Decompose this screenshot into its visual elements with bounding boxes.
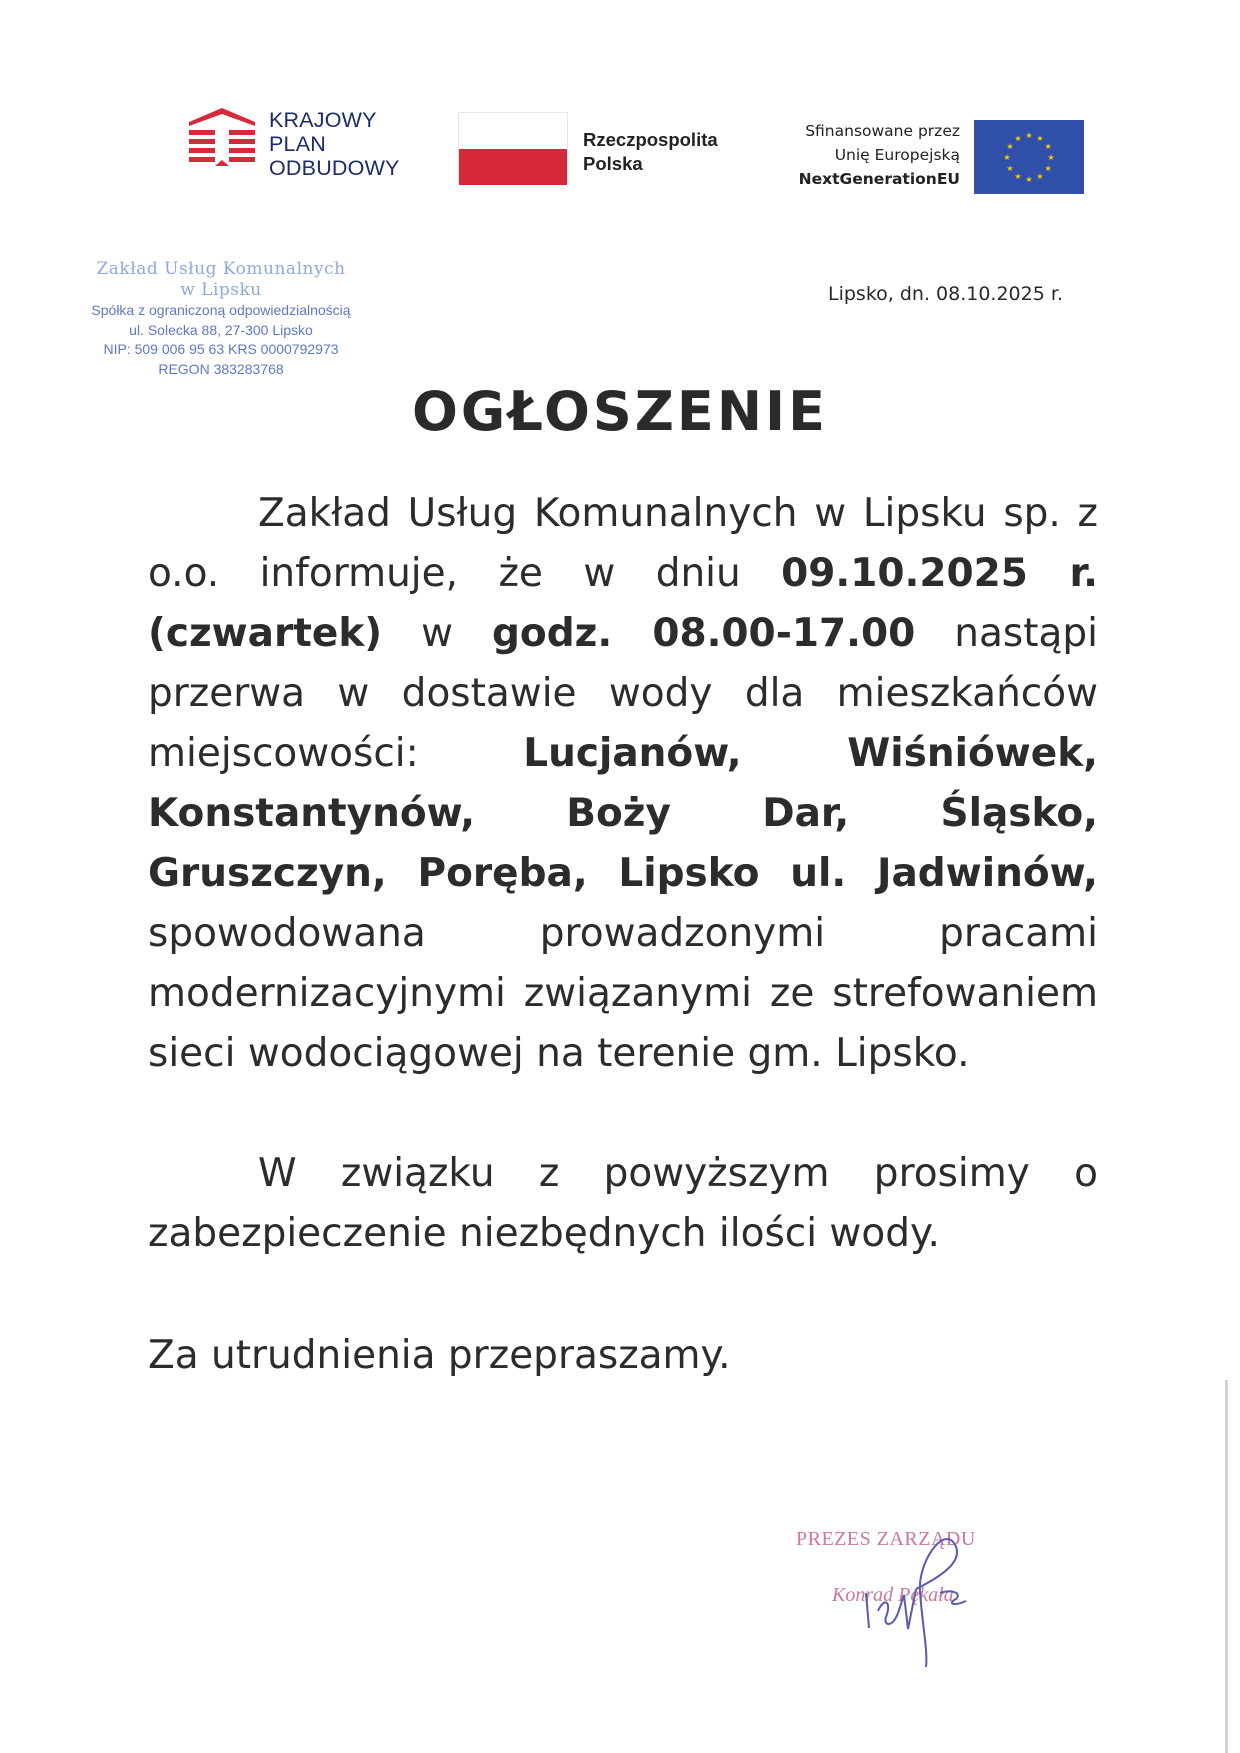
eu-star-icon: ★	[1036, 133, 1044, 143]
eu-star-icon: ★	[1006, 142, 1014, 151]
eu-star-icon: ★	[1044, 164, 1052, 173]
eu-star-icon: ★	[1025, 175, 1033, 184]
flag-white-stripe	[459, 113, 567, 149]
outage-hours: godz. 08.00-17.00	[492, 611, 916, 656]
eu-star-icon: ★	[1047, 153, 1055, 162]
eu-star-icon: ★	[1036, 172, 1044, 182]
scan-edge	[1225, 1380, 1228, 1753]
paragraph-apology: Za utrudnienia przepraszamy.	[148, 1333, 731, 1378]
document-date: Lipsko, dn. 08.10.2025 r.	[828, 283, 1063, 305]
stamp-detail-line: ul. Solecka 88, 27-300 Lipsko	[129, 321, 313, 338]
eu-star-icon: ★	[1044, 142, 1052, 151]
kpo-emblem-icon	[187, 108, 257, 168]
poland-logo-text	[583, 128, 718, 176]
eu-star-icon: ★	[1014, 133, 1022, 143]
eu-star-icon: ★	[1003, 153, 1011, 162]
text-run: w	[382, 611, 492, 656]
text-run: nastąpi przerwa w dostawie wody dla mieszkańców miejscowości:	[148, 611, 1098, 776]
outage-date: 09.10.2025 r. (czwartek)	[148, 551, 1098, 656]
signature-role: PREZES ZARZĄDU	[796, 1528, 976, 1550]
flag-red-stripe	[459, 149, 567, 185]
stamp-detail-line: REGON 383283768	[158, 360, 284, 377]
eu-star-icon: ★	[1025, 131, 1033, 140]
kpo-line: KRAJOWY	[269, 108, 377, 132]
eu-logo-text	[799, 119, 960, 191]
paragraph-request	[148, 1144, 1098, 1264]
signature-block	[796, 1528, 1056, 1606]
poland-line: Rzeczpospolita	[583, 129, 718, 150]
kpo-logo	[187, 108, 427, 188]
eu-flag-icon	[974, 120, 1084, 194]
stamp-detail-line: Spółka z ograniczoną odpowiedzialnością	[91, 302, 351, 318]
signature-name: Konrad Pękała	[832, 1584, 954, 1606]
stamp-detail-line: NIP: 509 006 95 63 KRS 0000792973	[103, 341, 339, 357]
poland-line: Polska	[583, 153, 643, 174]
stamp-name-line: w Lipsku	[180, 280, 262, 300]
paragraph-main	[148, 484, 1098, 1084]
text-run: spowodowana prowadzonymi pracami modernizacyjnymi związanymi ze strefowaniem sieci wodociągowej na terenie gm. Lipsko.	[148, 911, 1098, 1076]
page-title: OGŁOSZENIE	[412, 380, 828, 443]
company-stamp	[66, 259, 376, 379]
polish-flag-icon	[458, 112, 568, 184]
eu-star-icon: ★	[1006, 164, 1014, 173]
text-run: W związku z powyższym prosimy o zabezpieczenie niezbędnych ilości wody.	[148, 1151, 1098, 1256]
eu-line: NextGenerationEU	[798, 170, 960, 188]
kpo-line: PLAN	[269, 132, 326, 156]
eu-line: Unię Europejską	[834, 146, 960, 164]
eu-star-icon: ★	[1014, 172, 1022, 182]
kpo-line: ODBUDOWY	[269, 156, 400, 180]
text-run: Zakład Usług Komunalnych w Lipsku sp. z o.o. informuje, że w dniu	[148, 491, 1098, 596]
handwritten-signature	[836, 1533, 1036, 1673]
stamp-name-line: Zakład Usług Komunalnych	[96, 259, 346, 279]
kpo-logo-text	[269, 108, 400, 180]
affected-places: Lucjanów, Wiśniówek, Konstantynów, Boży Dar, Śląsko, Gruszczyn, Poręba, Lipsko ul. Jadwinów,	[148, 731, 1098, 896]
announcement-body	[148, 484, 1098, 1386]
eu-line: Sfinansowane przez	[805, 122, 960, 140]
eu-stars	[974, 120, 1084, 194]
